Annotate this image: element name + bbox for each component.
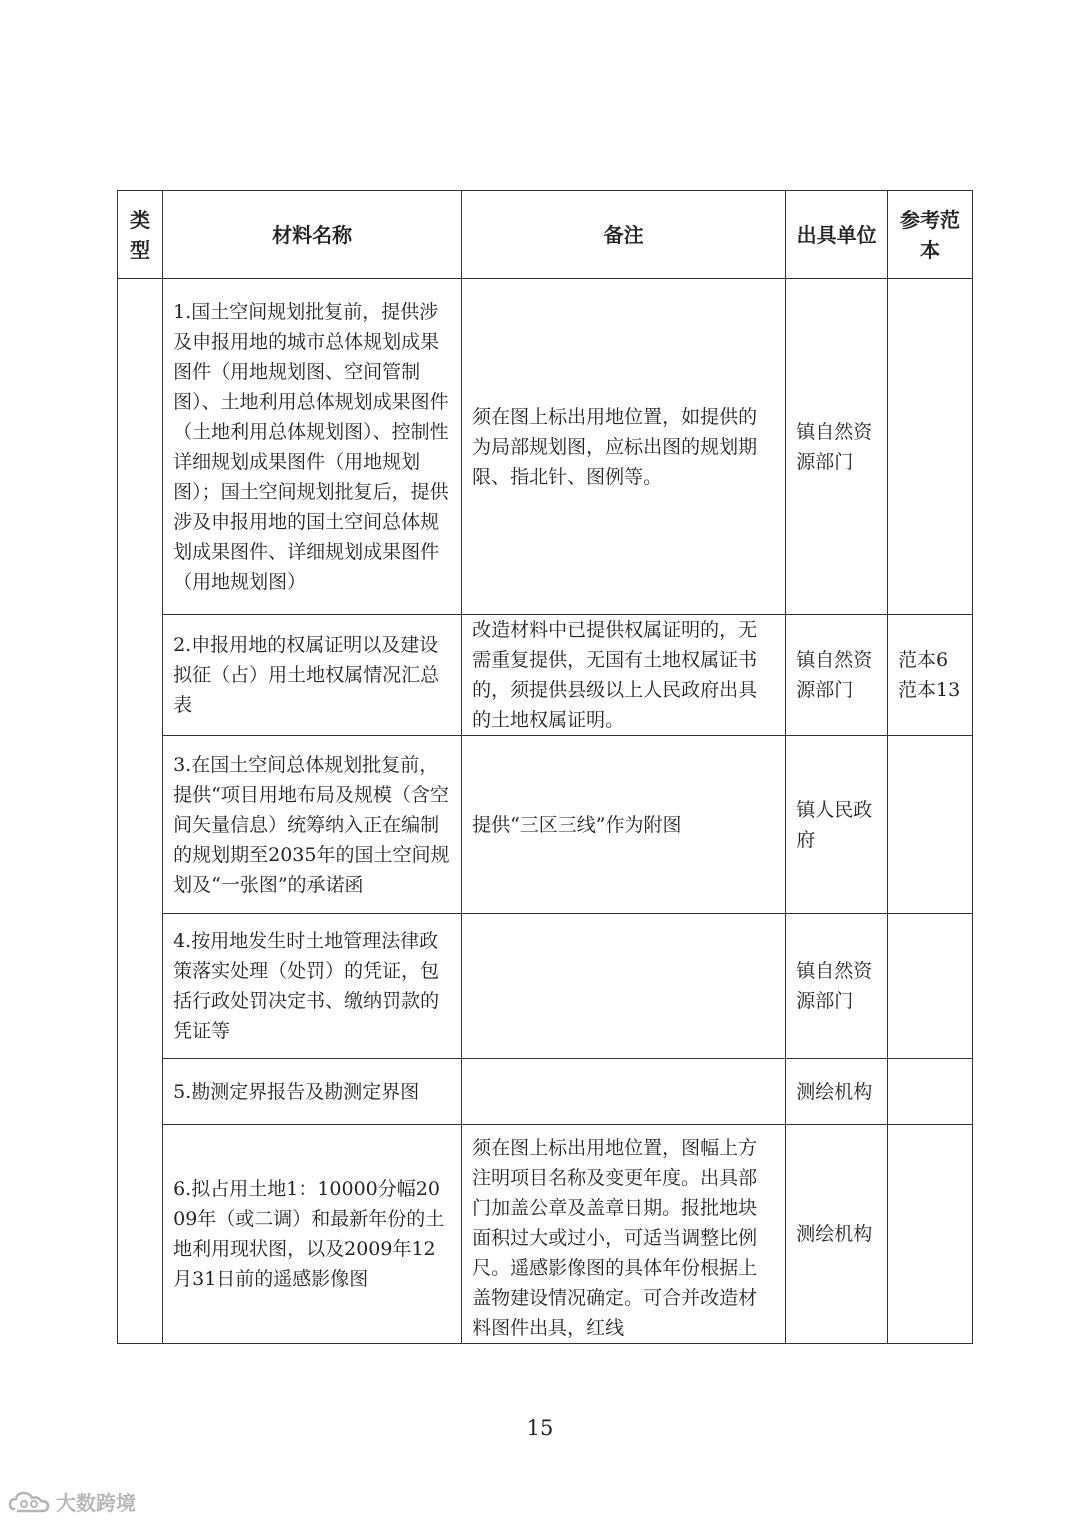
cloud-logo-icon — [8, 1489, 50, 1515]
remarks-cell: 须在图上标出用地位置，如提供的为局部规划图，应标出图的规划期限、指北针、图例等。 — [462, 279, 786, 615]
table-row — [118, 914, 973, 1059]
template-cell — [888, 914, 973, 1059]
template-cell: 范本6 范本13 — [888, 615, 973, 736]
material-name-cell: 2.申报用地的权属证明以及建设拟征（占）用土地权属情况汇总表 — [163, 615, 462, 736]
material-name-cell: 6.拟占用土地1：10000分幅2009年（或二调）和最新年份的土地利用现状图，以及2009年12月31日前的遥感影像图 — [163, 1125, 462, 1344]
table-row — [118, 1125, 973, 1344]
issuer-cell: 镇自然资源部门 — [786, 615, 888, 736]
header-material-name: 材料名称 — [163, 191, 462, 279]
table-row — [118, 736, 973, 914]
template-cell — [888, 736, 973, 914]
table-row — [118, 615, 973, 736]
watermark — [8, 1487, 136, 1516]
issuer-cell: 测绘机构 — [786, 1125, 888, 1344]
header-template: 参考范本 — [888, 191, 973, 279]
table-header-row — [118, 191, 973, 279]
materials-table — [117, 190, 973, 1344]
issuer-cell: 镇人民政府 — [786, 736, 888, 914]
remarks-cell — [462, 914, 786, 1059]
table-row — [118, 1059, 973, 1125]
type-cell — [118, 279, 163, 1344]
header-issuer: 出具单位 — [786, 191, 888, 279]
template-cell — [888, 1059, 973, 1125]
material-name-cell: 5.勘测定界报告及勘测定界图 — [163, 1059, 462, 1125]
material-name-cell: 1.国土空间规划批复前，提供涉及申报用地的城市总体规划成果图件（用地规划图、空间管制图）、土地利用总体规划成果图件（土地利用总体规划图）、控制性详细规划成果图件（用地规划图）；国土空间规划批复后，提供涉及申报用地的国土空间总体规划成果图件、详细规划成果图件（用地规划图） — [163, 279, 462, 615]
table-row — [118, 279, 973, 615]
watermark-text: 大数跨境 — [56, 1491, 136, 1515]
material-name-cell: 3.在国土空间总体规划批复前，提供“项目用地布局及规模（含空间矢量信息）统筹纳入正在编制的规划期至2035年的国土空间规划及“一张图”的承诺函 — [163, 736, 462, 914]
remarks-cell: 须在图上标出用地位置，图幅上方注明项目名称及变更年度。出具部门加盖公章及盖章日期。报批地块面积过大或过小，可适当调整比例尺。遥感影像图的具体年份根据上盖物建设情况确定。可合并改造材料图件出具，红线 — [462, 1125, 786, 1344]
template-cell — [888, 279, 973, 615]
issuer-cell: 镇自然资源部门 — [786, 279, 888, 615]
remarks-cell: 提供“三区三线”作为附图 — [462, 736, 786, 914]
remarks-cell: 改造材料中已提供权属证明的，无需重复提供，无国有土地权属证书的，须提供县级以上人民政府出具的土地权属证明。 — [462, 615, 786, 736]
issuer-cell: 测绘机构 — [786, 1059, 888, 1125]
material-name-cell: 4.按用地发生时土地管理法律政策落实处理（处罚）的凭证，包括行政处罚决定书、缴纳罚款的凭证等 — [163, 914, 462, 1059]
template-cell — [888, 1125, 973, 1344]
page-number: 15 — [526, 1416, 554, 1440]
materials-table-container — [117, 190, 973, 1344]
header-remarks: 备注 — [462, 191, 786, 279]
issuer-cell: 镇自然资源部门 — [786, 914, 888, 1059]
remarks-cell — [462, 1059, 786, 1125]
header-type: 类型 — [118, 191, 163, 279]
